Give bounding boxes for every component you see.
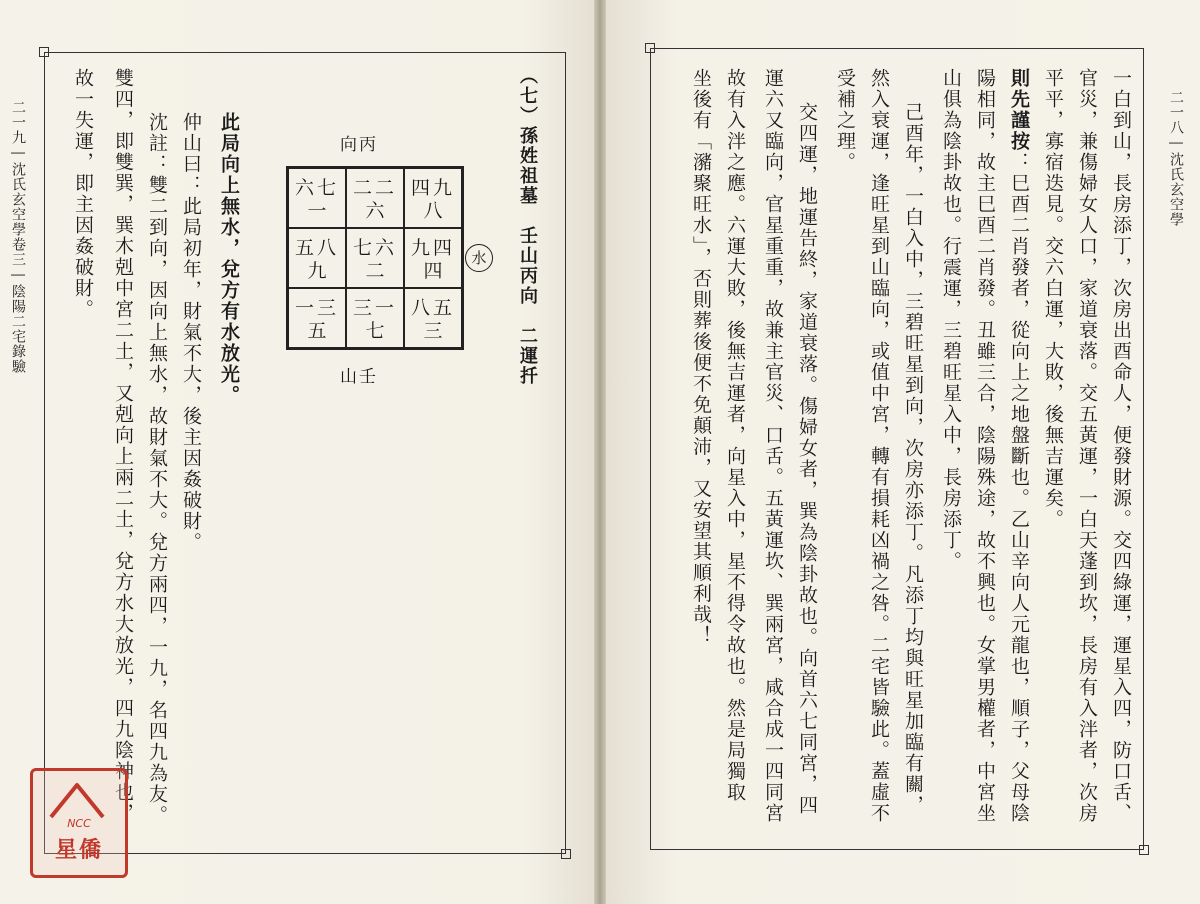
mountain-facing-stars: 六七 [295,177,340,199]
chart-cell [346,228,404,288]
chart-cell [346,168,404,228]
right-body-line-11: 運六又臨向，官星重重，故兼主官災、口舌。五黃運坎、巽兩宮，咸合成一四同宮 [762,68,784,824]
base-star: 六 [365,200,385,222]
mountain-facing-stars: 一三 [295,297,340,319]
right-page-header: 二一八―沈氏玄空學 [1168,90,1184,227]
right-body-line-9: 受補之理。 [834,68,856,173]
chart-bottom-label: 山壬 [340,367,378,387]
left-body-line-3: 雙四，即雙巽，巽木剋中宮二土，又剋向上兩二土，兌方水大放光，四九陰神也， [112,68,134,824]
left-body-line-4: 故一失運，即主因姦破財。 [72,68,94,320]
mountain-facing-stars: 七六 [353,237,398,259]
right-body-line-5: 陽相同，故主巳酉二肖發。丑雖三合，陰陽殊途，故不興也。女掌男權者，中宮坐 [974,68,996,824]
chart-top-label: 向丙 [340,135,378,155]
left-headline: 此局向上無水，兌方有水放光。 [218,112,240,406]
book-gutter [594,0,606,904]
right-body-line-12: 故有入泮之應。六運大敗，後無吉運者，向星入中，星不得令故也。然是局獨取 [724,68,746,803]
right-body-line-8: 然入衰運，逢旺星到山臨向，或值中宮，轉有損耗凶禍之咎。二宅皆驗此。蓋虛不 [868,68,890,824]
right-body-line-4 [1002,68,1036,824]
right-body-line-13: 坐後有「瀦聚旺水」，否則葬後便不免顛沛，又安望其順利哉！ [690,68,712,647]
left-page-header: 二一九―沈氏玄空學卷三―陰陽二宅錄驗 [10,100,26,374]
right-body-line-2: 官災，兼傷婦女人口，家道衰落。交五黃運，一白天蓬到坎，長房有入泮者，次房 [1076,68,1098,824]
seal-triangle-icon [47,781,107,821]
mountain-facing-stars: 八五 [411,297,456,319]
base-star: 九 [307,260,327,282]
base-star: 五 [307,320,327,342]
base-star: 八 [423,200,443,222]
base-star: 一 [307,200,327,222]
mountain-facing-stars: 四九 [411,177,456,199]
right-body-line-6: 山俱為陰卦故也。行震運，三碧旺星入中，長房添丁。 [940,68,962,572]
right-body-line-4-text: ：巳酉二肖發者，從向上之地盤斷也。乙山辛向人元龍也，順子，父母陰 [1008,152,1030,824]
chart-cell [404,288,462,348]
mountain-facing-stars: 三一 [353,297,398,319]
bold-note-prefix: 則先謹按 [1008,68,1030,152]
seal-name: 星僑 [54,838,103,863]
publisher-seal [30,768,128,878]
mountain-facing-stars: 九四 [411,237,456,259]
water-mark: 水 [465,244,493,272]
case-title: （七）孫姓祖墓 壬山丙向 二運扦 [517,66,538,386]
right-body-line-7: 己酉年，一白入中，三碧旺星到向，次房亦添丁。凡添丁均與旺星加臨有關， [902,102,924,816]
right-body-line-10: 交四運，地運告終，家道衰落。傷婦女者，巽為陰卦故也。向首六七同宮，四 [796,102,818,816]
base-star: 七 [365,320,385,342]
mountain-facing-stars: 二二 [353,177,398,199]
seal-latin: NCC [67,817,91,830]
base-star: 四 [423,260,443,282]
flying-star-chart [286,166,464,350]
chart-cell [346,288,404,348]
base-star: 二 [365,260,385,282]
left-body-line-2: 沈註：雙二到向，因向上無水，故財氣不大。兌方兩四，一九，名四九為友。 [146,112,168,826]
chart-cell [404,168,462,228]
right-body-line-3: 平平，寡宿迭見。交六白運，大敗，後無吉運矣。 [1042,68,1064,530]
chart-cell [288,288,346,348]
chart-cell [288,228,346,288]
base-star: 三 [423,320,443,342]
right-body-line-1: 一白到山，長房添丁，次房出酉命人，便發財源。交四綠運，運星入四，防口舌、 [1110,68,1132,824]
left-body-line-1: 仲山曰：此局初年，財氣不大，後主因姦破財。 [180,112,202,553]
mountain-facing-stars: 五八 [295,237,340,259]
chart-cell [288,168,346,228]
chart-cell [404,228,462,288]
